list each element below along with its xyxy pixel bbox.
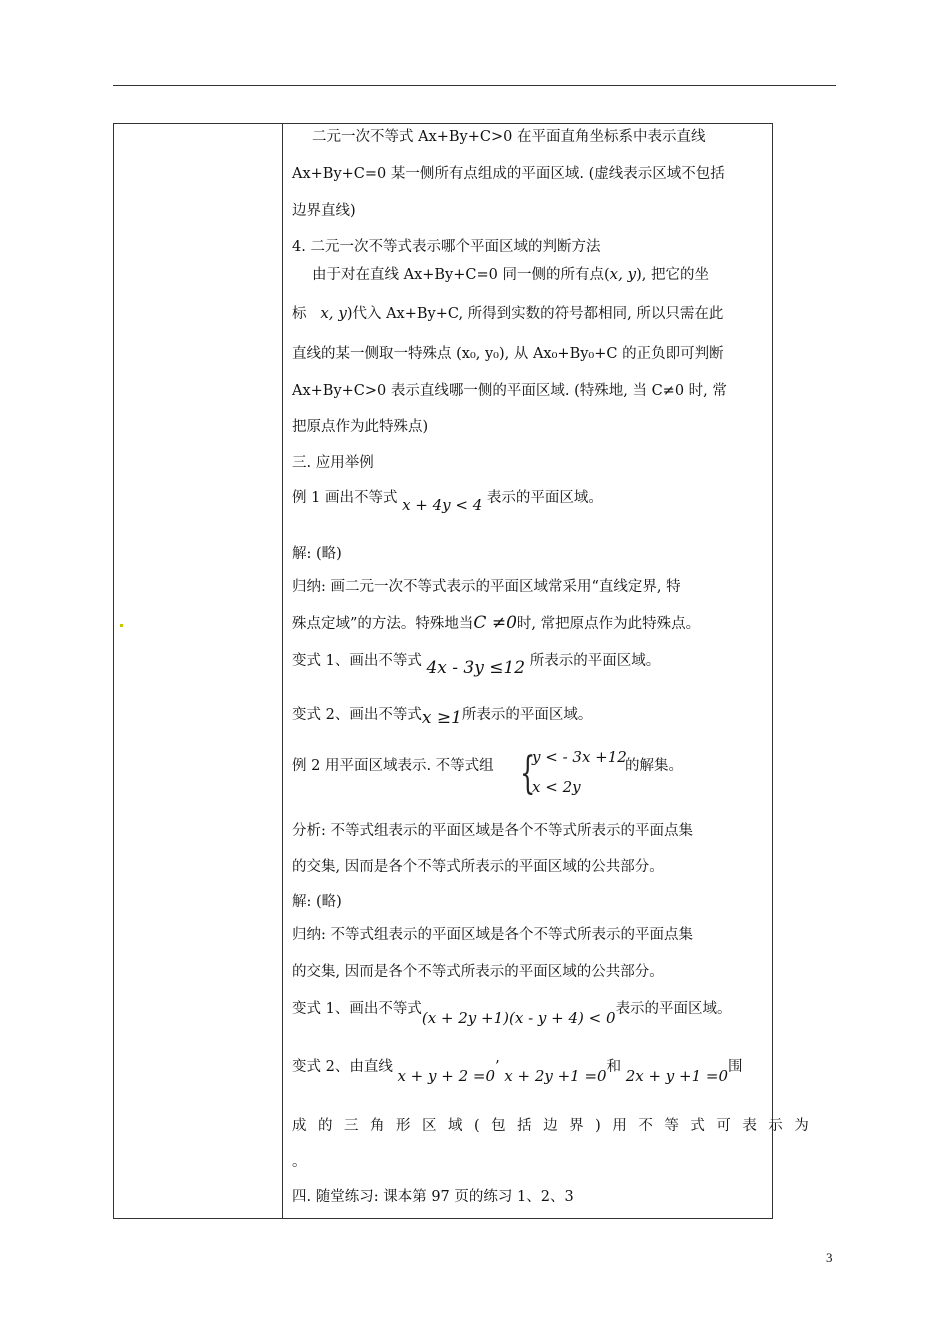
text-segment: 所表示的平面区域。 [529, 653, 661, 669]
math-expr: 4x - 3y ≤12 [426, 658, 526, 678]
text-segment: 时, 常把原点作为此特殊点。 [516, 616, 701, 632]
math-expr: x + 4y < 4 [402, 496, 483, 514]
math-expr: 2x + y +1 =0 [625, 1067, 729, 1085]
text-line: Ax+By+C=0 某一侧所有点组成的平面区域. (虚线表示区域不包括 [292, 166, 725, 182]
math-expr: (x + 2y +1)(x - y + 4) < 0 [421, 1009, 616, 1027]
text-segment: 例 2 用平面区域表示. 不等式组 [292, 758, 494, 774]
text-segment: 所表示的平面区域。 [461, 707, 593, 723]
text-line [292, 1057, 743, 1085]
text-segment: 由于对在直线 Ax+By+C=0 同一侧的所有点( [312, 267, 610, 283]
text-line: 分析: 不等式组表示的平面区域是各个不等式所表示的平面点集 [292, 823, 693, 839]
text-segment: ’ [495, 1059, 500, 1075]
text-segment: 表示的平面区域。 [615, 1001, 732, 1017]
math-expr: x + y + 2 =0 [397, 1067, 496, 1085]
brace-symbol: { [520, 748, 536, 799]
text-line: 把原点作为此特殊点) [292, 419, 429, 435]
column-divider [282, 123, 283, 1219]
text-line [292, 304, 723, 323]
marker-dot [120, 624, 123, 627]
text-line: 二元一次不等式 Ax+By+C>0 在平面直角坐标系中表示直线 [312, 129, 706, 145]
section-heading: 四. 随堂练习: 课本第 97 页的练习 1、2、3 [292, 1189, 574, 1205]
text-line: 4. 二元一次不等式表示哪个平面区域的判断方法 [292, 239, 601, 255]
text-line [292, 488, 603, 514]
text-line: 。 [292, 1154, 307, 1170]
text-segment: 表示的平面区域。 [486, 490, 603, 506]
text-line: 的交集, 因而是各个不等式所表示的平面区域的公共部分。 [292, 859, 664, 875]
math-expr: x, y [320, 304, 347, 322]
text-line [292, 705, 593, 728]
text-line: Ax+By+C>0 表示直线哪一侧的平面区域. (特殊地, 当 C≠0 时, 常 [292, 383, 727, 399]
header-rule [113, 85, 836, 86]
text-line [312, 265, 709, 284]
math-expr: x ≥1 [421, 708, 462, 728]
text-segment: 的解集。 [625, 758, 683, 774]
math-expr: C ≠0 [473, 613, 517, 633]
text-segment: 变式 1、画出不等式 [292, 653, 422, 669]
math-expr: x + 2y +1 =0 [504, 1067, 607, 1085]
text-line [292, 651, 661, 678]
math-expr: y < - 3x +12 [532, 748, 627, 766]
text-line: 的交集, 因而是各个不等式所表示的平面区域的公共部分。 [292, 964, 664, 980]
text-segment: 变式 2、画出不等式 [292, 707, 422, 723]
text-line: 成的三角形区域(包括边界)用不等式可表示为 [292, 1118, 821, 1134]
text-segment: ), 把它的坐 [636, 267, 709, 283]
text-line: 归纳: 画二元一次不等式表示的平面区域常采用“直线定界, 特 [292, 579, 681, 595]
math-expr: x, y [609, 265, 637, 283]
text-segment: )代入 Ax+By+C, 所得到实数的符号都相同, 所以只需在此 [346, 306, 724, 322]
text-segment: 和 [606, 1059, 622, 1075]
text-segment: 围 [728, 1059, 743, 1075]
section-heading: 三. 应用举例 [292, 455, 374, 471]
math-expr: x < 2y [532, 778, 581, 796]
text-line: 直线的某一侧取一特殊点 (x₀, y₀), 从 Ax₀+By₀+C 的正负即可判断 [292, 346, 724, 362]
text-segment: 变式 1、画出不等式 [292, 1001, 422, 1017]
page-number: 3 [826, 1250, 833, 1265]
text-segment: 殊点定域”的方法。特殊地当 [292, 616, 474, 632]
text-segment: 标 [292, 306, 307, 322]
text-line: 边界直线) [292, 203, 356, 219]
text-line: 归纳: 不等式组表示的平面区域是各个不等式所表示的平面点集 [292, 927, 693, 943]
text-line: 解: (略) [292, 894, 342, 910]
text-segment: 例 1 画出不等式 [292, 490, 398, 506]
text-line [292, 999, 732, 1027]
text-line: 解: (略) [292, 546, 342, 562]
text-segment: 变式 2、由直线 [292, 1059, 393, 1075]
text-line [292, 614, 700, 633]
text-line [292, 757, 494, 775]
